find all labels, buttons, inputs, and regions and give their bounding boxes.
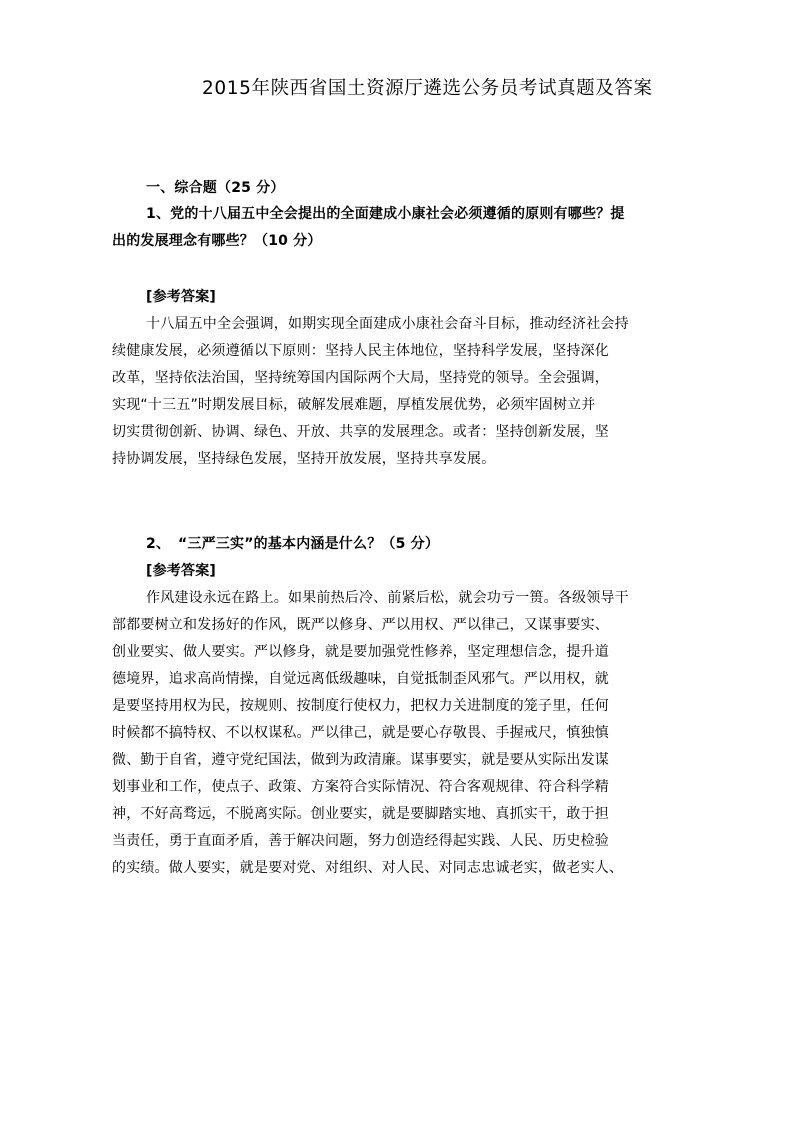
section-heading: 一、综合题（25 分） bbox=[146, 180, 285, 196]
question-1-line-1: 1、党的十八届五中全会提出的全面建成小康社会必须遵循的原则有哪些？提 bbox=[146, 206, 625, 222]
answer-2-line: 创业要实、做人要实。严以修身，就是要加强党性修养，坚定理想信念，提升道 bbox=[112, 644, 609, 660]
answer-2-label: [参考答案] bbox=[146, 563, 216, 579]
answer-1-line: 续健康发展，必须遵循以下原则：坚持人民主体地位，坚持科学发展，坚持深化 bbox=[112, 343, 609, 359]
answer-1-line: 切实贯彻创新、协调、绿色、开放、共享的发展理念。或者：坚持创新发展，坚 bbox=[112, 424, 609, 440]
question-2-text: “三严三实”的基本内涵是什么？（5 分） bbox=[178, 536, 440, 552]
answer-2-line: 微、勤于自省，遵守党纪国法，做到为政清廉。谋事要实，就是要从实际出发谋 bbox=[112, 752, 609, 768]
answer-2-line: 是要坚持用权为民，按规则、按制度行使权力，把权力关进制度的笼子里，任何 bbox=[112, 698, 609, 714]
answer-1-line: 改革，坚持依法治国，坚持统筹国内国际两个大局，坚持党的领导。全会强调， bbox=[112, 370, 609, 386]
question-2-number: 2、 bbox=[146, 536, 171, 552]
answer-1-label: [参考答案] bbox=[146, 289, 216, 305]
answer-2-line: 划事业和工作，使点子、政策、方案符合实际情况、符合客观规律、符合科学精 bbox=[112, 779, 609, 795]
answer-1-line: 持协调发展，坚持绿色发展，坚持开放发展，坚持共享发展。 bbox=[112, 451, 496, 467]
answer-1-line: 十八届五中全会强调，如期实现全面建成小康社会奋斗目标，推动经济社会持 bbox=[146, 316, 629, 332]
answer-2-line: 德境界，追求高尚情操，自觉远离低级趣味，自觉抵制歪风邪气。严以用权，就 bbox=[112, 671, 609, 687]
question-1-line-2: 出的发展理念有哪些？（10 分） bbox=[112, 233, 322, 249]
answer-2-line: 时候都不搞特权、不以权谋私。严以律己，就是要心存敬畏、手握戒尺，慎独慎 bbox=[112, 725, 609, 741]
answer-2-line: 当责任，勇于直面矛盾，善于解决问题，努力创造经得起实践、人民、历史检验 bbox=[112, 833, 609, 849]
answer-2-line: 神，不好高骛远，不脱离实际。创业要实，就是要脚踏实地、真抓实干，敢于担 bbox=[112, 806, 609, 822]
answer-2-line: 作风建设永远在路上。如果前热后冷、前紧后松，就会功亏一篑。各级领导干 bbox=[146, 590, 629, 606]
document-title: 2015年陕西省国土资源厅遴选公务员考试真题及答案 bbox=[202, 78, 653, 99]
answer-1-line: 实现“十三五”时期发展目标，破解发展难题，厚植发展优势，必须牢固树立并 bbox=[112, 397, 596, 413]
answer-2-line: 的实绩。做人要实，就是要对党、对组织、对人民、对同志忠诚老实，做老实人、 bbox=[112, 860, 624, 876]
answer-2-line: 部都要树立和发扬好的作风，既严以修身、严以用权、严以律己，又谋事要实、 bbox=[112, 617, 609, 633]
